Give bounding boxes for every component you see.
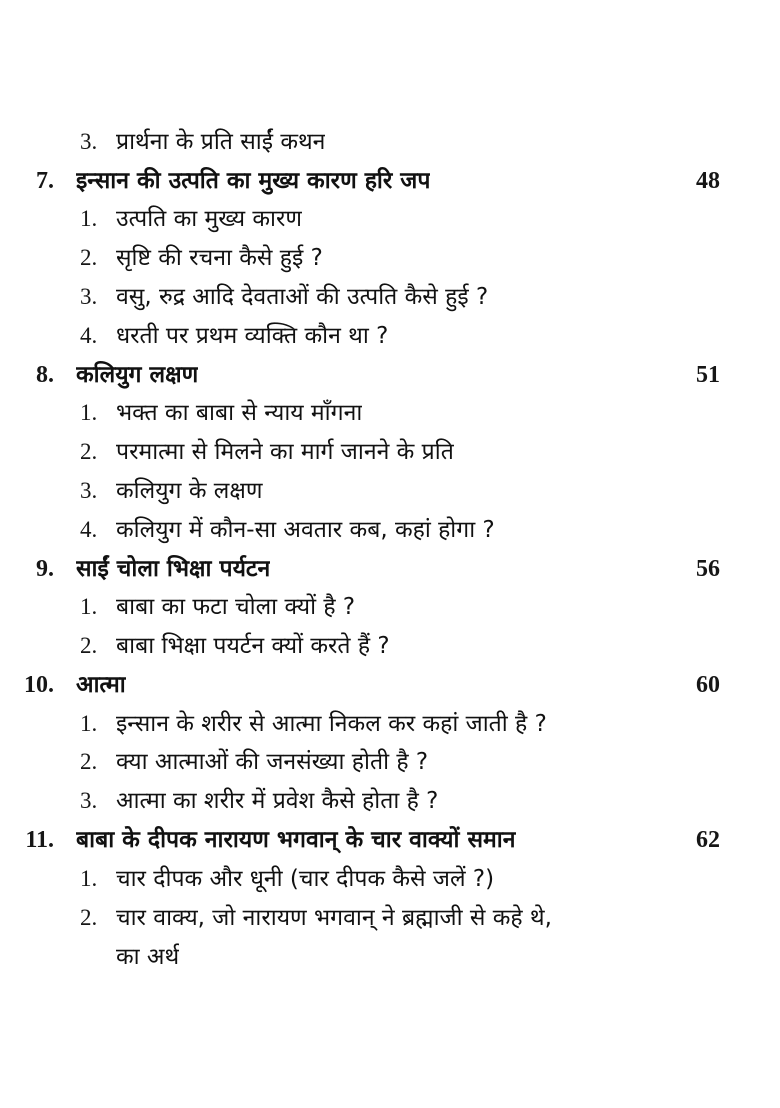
subitem-text: चार दीपक और धूनी (चार दीपक कैसे जलें ?) — [116, 866, 495, 892]
subitem-text: उत्पति का मुख्य कारण — [116, 206, 303, 232]
section-page-number: 51 — [696, 362, 720, 388]
subitem-number: 1. — [80, 206, 98, 231]
toc-subitem — [0, 277, 780, 317]
section-title: कलियुग लक्षण — [76, 362, 199, 388]
subitem-text: चार वाक्य, जो नारायण भगवान् ने ब्रह्माजी से कहे थे, — [116, 905, 552, 931]
subitem-text: वसु, रुद्र आदि देवताओं की उत्पति कैसे हुई ? — [116, 284, 489, 310]
toc-section-11 — [0, 820, 780, 860]
section-page-number: 48 — [696, 168, 720, 194]
subitem-number: 4. — [80, 323, 98, 348]
section-number: 7. — [36, 168, 54, 194]
subitem-text: कलियुग के लक्षण — [116, 478, 263, 504]
subitem-number: 1. — [80, 711, 98, 736]
toc-subitem — [0, 781, 780, 821]
section-page-number: 56 — [696, 556, 720, 582]
subitem-number: 1. — [80, 866, 98, 891]
toc-subitem — [0, 587, 780, 627]
subitem-number: 3. — [80, 478, 98, 503]
subitem-text: भक्त का बाबा से न्याय माँगना — [116, 400, 363, 426]
toc-subitem — [0, 238, 780, 278]
section-page-number: 62 — [696, 827, 720, 853]
subitem-number: 2. — [80, 749, 98, 774]
toc-subitem — [0, 199, 780, 239]
toc-subitem — [0, 742, 780, 782]
subitem-text: आत्मा का शरीर में प्रवेश कैसे होता है ? — [116, 788, 439, 814]
subitem-number: 2. — [80, 905, 98, 930]
toc-subitem — [0, 859, 780, 899]
subitem-number: 3. — [80, 284, 98, 309]
subitem-number: 2. — [80, 633, 98, 658]
section-number: 8. — [36, 362, 54, 388]
toc-section-10 — [0, 665, 780, 705]
toc-section-7 — [0, 161, 780, 201]
section-number: 11. — [25, 827, 54, 853]
subitem-number: 3. — [80, 129, 98, 154]
subitem-number: 1. — [80, 400, 98, 425]
section-title: आत्मा — [76, 672, 126, 698]
subitem-text: सृष्टि की रचना कैसे हुई ? — [116, 245, 323, 271]
toc-subitem — [0, 898, 780, 938]
subitem-text: क्या आत्माओं की जनसंख्या होती है ? — [116, 749, 429, 775]
subitem-text-continuation: का अर्थ — [116, 944, 180, 970]
subitem-text: बाबा भिक्षा पयर्टन क्यों करते हैं ? — [116, 633, 390, 659]
subitem-number: 3. — [80, 788, 98, 813]
subitem-number: 4. — [80, 517, 98, 542]
subitem-text: कलियुग में कौन-सा अवतार कब, कहां होगा ? — [116, 517, 495, 543]
toc-subitem — [0, 432, 780, 472]
toc-subitem — [0, 510, 780, 550]
subitem-number: 1. — [80, 594, 98, 619]
subitem-text: धरती पर प्रथम व्यक्ति कौन था ? — [116, 323, 389, 349]
section-number: 10. — [24, 672, 54, 698]
subitem-text: प्रार्थना के प्रति साईं कथन — [116, 129, 326, 155]
section-title: साईं चोला भिक्षा पर्यटन — [76, 556, 271, 582]
toc-subitem — [0, 316, 780, 356]
subitem-text: बाबा का फटा चोला क्यों है ? — [116, 594, 356, 620]
toc-subitem — [0, 626, 780, 666]
toc-subitem — [0, 471, 780, 511]
subitem-text: इन्सान के शरीर से आत्मा निकल कर कहां जाती है ? — [116, 711, 547, 737]
toc-subitem — [0, 393, 780, 433]
toc-subitem — [0, 704, 780, 744]
section-page-number: 60 — [696, 672, 720, 698]
section-title: बाबा के दीपक नारायण भगवान् के चार वाक्यों समान — [76, 827, 516, 853]
section-title: इन्सान की उत्पति का मुख्य कारण हरि जप — [76, 168, 431, 194]
toc-section-9 — [0, 549, 780, 589]
subitem-text: परमात्मा से मिलने का मार्ग जानने के प्रति — [116, 439, 454, 465]
subitem-number: 2. — [80, 439, 98, 464]
section-number: 9. — [36, 556, 54, 582]
toc-subitem — [0, 122, 780, 162]
toc-subitem-continuation — [0, 937, 780, 977]
subitem-number: 2. — [80, 245, 98, 270]
toc-section-8 — [0, 355, 780, 395]
